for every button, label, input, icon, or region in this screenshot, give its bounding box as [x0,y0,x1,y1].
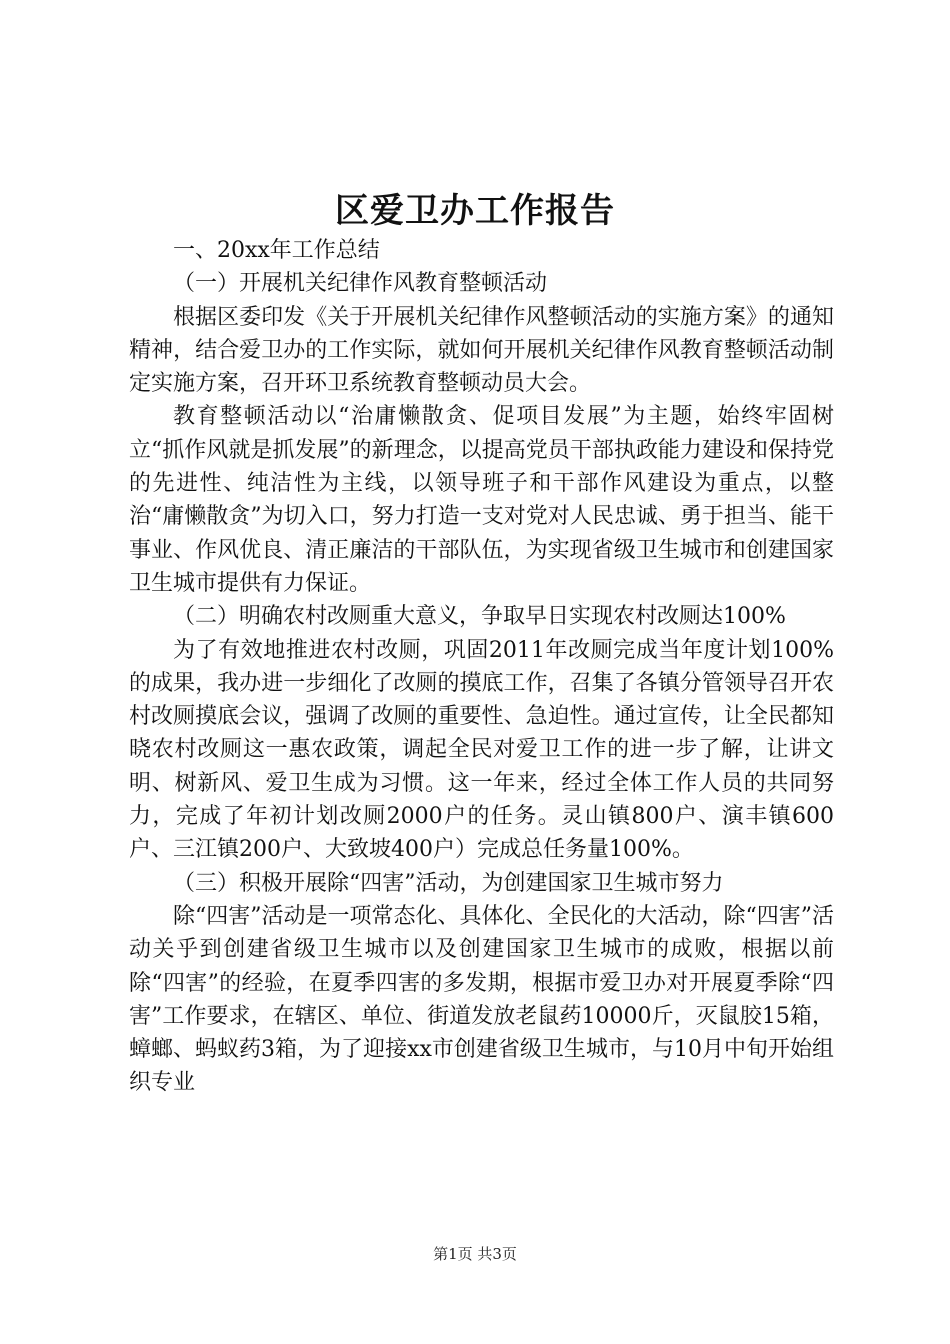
page-number-footer: 第1页 共3页 [433,1245,517,1263]
body-paragraph: 除“四害”活动是一项常态化、具体化、全民化的大活动，除“四害”活动关乎到创建省级卫生城市以及创建国家卫生城市的成败，根据以前除“四害”的经验，在夏季四害的多发期，根据市爱卫办对开展夏季除“四害”工作要求，在辖区、单位、街道发放老鼠药10000斤，灭鼠胶15箱，蟑螂、蚂蚁药3箱，为了迎接xx市创建省级卫生城市，与10月中旬开始组织专业 [129,903,834,1096]
section-heading: 一、20xx年工作总结 [173,238,380,263]
document-body [129,234,834,1100]
document-title: 区爱卫办工作报告 [335,191,615,231]
subsection-heading: （三）积极开展除“四害”活动，为创建国家卫生城市努力 [173,870,724,896]
body-paragraph: 根据区委印发《关于开展机关纪律作风整顿活动的实施方案》的通知精神，结合爱卫办的工作实际，就如何开展机关纪律作风教育整顿活动制定实施方案，召开环卫系统教育整顿动员大会。 [129,304,834,397]
body-paragraph: 教育整顿活动以“治庸懒散贪、促项目发展”为主题，始终牢固树立“抓作风就是抓发展”的新理念，以提高党员干部执政能力建设和保持党的先进性、纯洁性为主线，以领导班子和干部作风建设为重点，以整治“庸懒散贪”为切入口，努力打造一支对党对人民忠诚、勇于担当、能干事业、作风优良、清正廉洁的干部队伍，为实现省级卫生城市和创建国家卫生城市提供有力保证。 [129,404,834,596]
body-paragraph: 为了有效地推进农村改厕，巩固2011年改厕完成当年度计划100%的成果，我办进一步细化了改厕的摸底工作，召集了各镇分管领导召开农村改厕摸底会议，强调了改厕的重要性、急迫性。通过宣传，让全民都知晓农村改厕这一惠农政策，调起全民对爱卫工作的进一步了解，让讲文明、树新风、爱卫生成为习惯。这一年来，经过全体工作人员的共同努力，完成了年初计划改厕2000户的任务。灵山镇800户、演丰镇600户、三江镇200户、大致坡400户）完成总任务量100%。 [129,637,834,863]
subsection-heading: （二）明确农村改厕重大意义，争取早日实现农村改厕达100% [173,604,786,630]
subsection-heading: （一）开展机关纪律作风教育整顿活动 [173,271,548,297]
